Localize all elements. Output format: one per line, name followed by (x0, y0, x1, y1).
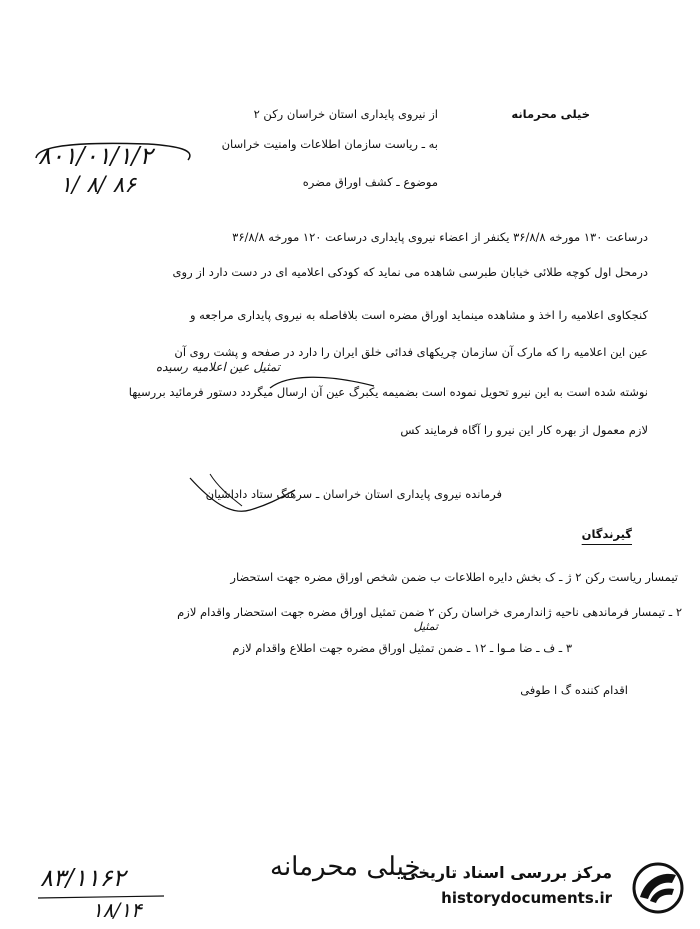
prepared-by: اقدام کننده گ ا طوفی (520, 683, 628, 697)
signature-scribble (180, 470, 300, 530)
watermark-logo-icon (626, 861, 690, 915)
from-line: از نیروی پایداری استان خراسان رکن ۲ (253, 107, 438, 121)
recipient-2: ۲ ـ تیمسار فرماندهی ناحیه ژاندارمری خراسان رکن ۲ ضمن تمثیل اوراق مضره جهت استحضار واقدام لازم (177, 605, 682, 619)
recipient-1: تیمسار ریاست رکن ۲ ژ ـ ک بخش دایره اطلاعات ب ضمن شخص اوراق مضره جهت استحضار (230, 570, 678, 584)
recipients-title: گیرندگان (581, 527, 632, 541)
handwritten-insertion: تمثیل عین اعلامیه رسیده (155, 360, 280, 374)
footer-handwritten-date: ۱۸/۱۴ (92, 898, 142, 922)
subject-line: موضوع ـ کشف اوراق مضره (302, 175, 438, 189)
body-line-6: لازم معمول از بهره کار این نیرو را آگاه فرمایند کس (400, 423, 648, 437)
footer-handwritten-number: ۸۳/۱۱۶۲ (40, 864, 126, 892)
stamp-classification: خیلی محرمانه (270, 852, 421, 882)
handwritten-number: ۸۰۱/۰۱/۱/۲ (38, 142, 153, 170)
handwritten-date: ۱/ ۸/ ۸۶ (60, 173, 137, 198)
body-line-1: درساعت ۱۳۰ مورخه ۳۶/۸/۸ یکنفر از اعضاء نیروی پایداری درساعت ۱۲۰ مورخه ۳۶/۸/۸ (232, 230, 648, 244)
classification-header: خیلی محرمانه (511, 107, 590, 121)
watermark-name: مرکز بررسی اسناد تاریخی (402, 863, 612, 882)
body-line-2: درمحل اول کوچه طلائی خیابان طبرسی شاهده می نماید که کودکی اعلامیه ای در دست دارد از روی (172, 265, 648, 279)
body-line-5: نوشته شده است به این نیرو تحویل نموده است بضمیمه یکبرگ عین آن ارسال میگردد دستور فرمائید بررسیها (128, 385, 648, 399)
recipient-3: ۳ ـ ف ـ ضا مـوا ـ ۱۲ ـ ضمن تمثیل اوراق مضره جهت اطلاع واقدام لازم (232, 641, 572, 655)
signature-line: فرمانده نیروی پایداری استان خراسان ـ سرهنگ ستاد داداشیان (205, 487, 502, 501)
watermark-url: historydocuments.ir (441, 889, 612, 907)
to-line: به ـ ریاست سازمان اطلاعات وامنیت خراسان (221, 137, 438, 151)
watermark (402, 861, 690, 915)
body-line-4: عین این اعلامیه را که مارک آن سازمان چریکهای فدائی خلق ایران را دارد در صفحه و پشت روی آن (174, 345, 648, 359)
handwritten-number-loop (28, 140, 198, 170)
handwritten-note: تمثیل (413, 620, 438, 633)
body-line-3: کنجکاوی اعلامیه را اخذ و مشاهده مینماید اوراق مضره است بلافاصله به نیروی پایداری مراجعه و (189, 308, 648, 322)
